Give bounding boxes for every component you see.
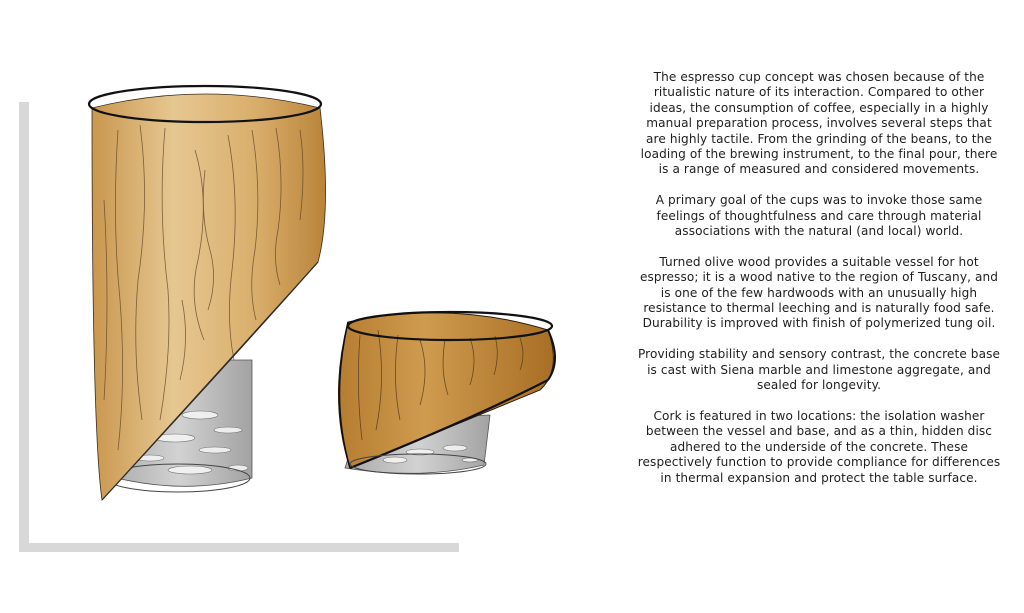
paragraph-cork: Cork is featured in two locations: the isolation washer between the vessel and base, and as a thin, hidden disc adhered to the underside of the concrete. These respectively function to provide compliance for differences in thermal expansion and protect the table surface. [637, 408, 1001, 485]
paragraph-concept: The espresso cup concept was chosen because of the ritualistic nature of its interaction. Compared to other ideas, the consumption of coffee, especially in a highly manual preparation process, involves several steps that are highly tactile. From the grinding of the beans, to the loading of the brewing instrument, to the final pour, there is a range of measured and considered movements. [640, 70, 998, 177]
paragraph-goal: A primary goal of the cups was to invoke those same feelings of thoughtfulness and care through material associations with the natural (and local) world. [655, 193, 983, 239]
description-text [636, 70, 1002, 501]
paragraph-concrete-base: Providing stability and sensory contrast, the concrete base is cast with Siena marble and limestone aggregate, and sealed for longevity. [637, 347, 1001, 393]
tall-cup [89, 86, 326, 500]
short-cup [338, 312, 555, 474]
paragraph-olive-wood: Turned olive wood provides a suitable vessel for hot espresso; it is a wood native to the region of Tuscany, and is one of the few hardwoods with an unusually high resistance to thermal leeching and is naturally food safe. Durability is improved with finish of polymerized tung oil. [639, 254, 999, 331]
